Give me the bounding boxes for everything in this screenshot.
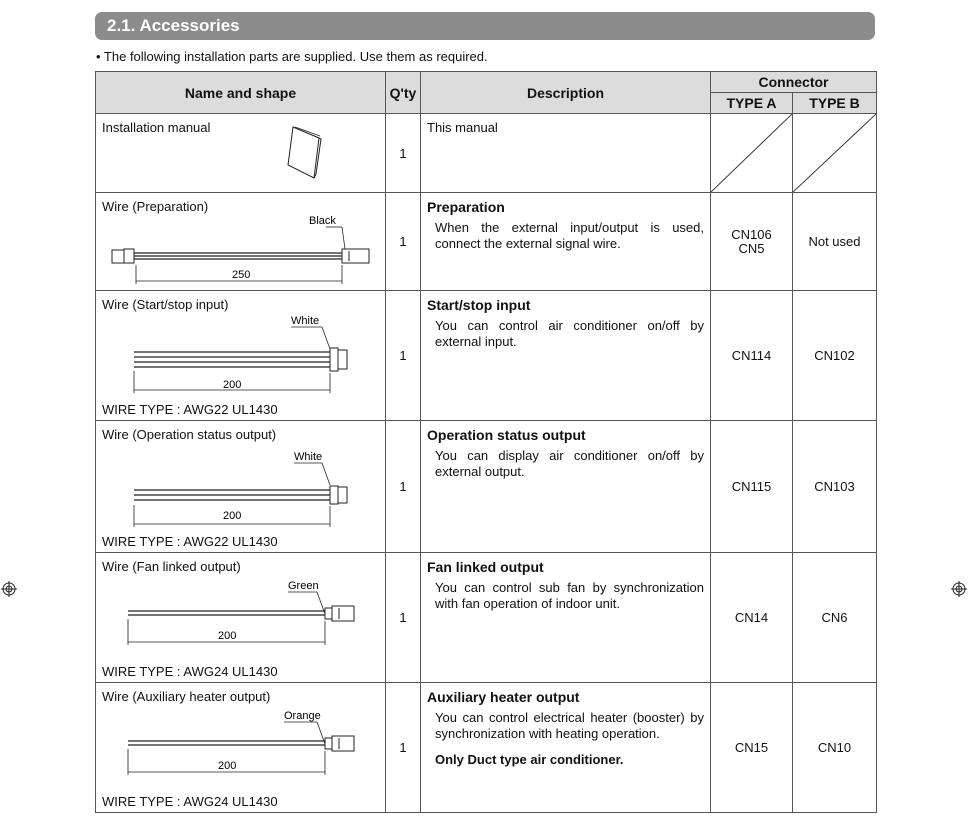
wire-type-label: WIRE TYPE : AWG24 UL1430 [102, 794, 278, 809]
type-b-cell: CN6 [793, 553, 877, 683]
wire-type-label: WIRE TYPE : AWG22 UL1430 [102, 402, 278, 417]
wire-length-label: 200 [223, 510, 242, 522]
type-b-empty-cell [793, 114, 877, 193]
type-a-cell: CN114 [711, 291, 793, 421]
table-row [96, 421, 877, 553]
header-name: Name and shape [96, 72, 386, 114]
item-name: Wire (Preparation) [102, 199, 209, 214]
type-b-cell: CN10 [793, 683, 877, 813]
wire-length-label: 250 [232, 269, 251, 281]
description-text: This manual [427, 120, 498, 135]
type-a-value: CN106 [731, 226, 772, 242]
qty-cell: 1 [386, 114, 421, 193]
wire-length-label: 200 [223, 379, 242, 391]
description-title: Auxiliary heater output [427, 689, 580, 705]
table-row [96, 193, 877, 291]
wire-color-label: Black [309, 215, 336, 227]
type-a-cell [711, 193, 793, 291]
table-row [96, 114, 877, 193]
description-cell [421, 291, 711, 421]
header-connector: Connector [711, 72, 877, 93]
item-name: Wire (Operation status output) [102, 427, 277, 442]
type-a-cell: CN15 [711, 683, 793, 813]
name-cell [96, 553, 386, 683]
description-cell [421, 553, 711, 683]
description-body: You can control electrical heater (booster) by synchronization with heating operation. [435, 710, 704, 741]
registration-mark-icon [1, 581, 17, 597]
description-note: Only Duct type air conditioner. [435, 752, 624, 767]
item-name: Wire (Start/stop input) [102, 297, 229, 312]
wire-color-label: Green [288, 580, 319, 592]
qty-cell: 1 [386, 193, 421, 291]
diagonal-line [793, 114, 876, 192]
wire-length-label: 200 [218, 760, 237, 772]
item-name: Installation manual [102, 120, 211, 135]
wire-color-label: White [291, 315, 320, 327]
intro-text: • The following installation parts are supplied. Use them as required. [96, 49, 488, 64]
description-cell [421, 683, 711, 813]
description-title: Fan linked output [427, 559, 544, 575]
description-body: You can display air conditioner on/off by external output. [435, 448, 704, 479]
description-title: Operation status output [427, 427, 586, 443]
description-cell [421, 421, 711, 553]
description-body: You can control air conditioner on/off by external input. [435, 318, 704, 349]
table-row [96, 683, 877, 813]
diagonal-line [711, 114, 792, 192]
name-cell [96, 114, 386, 193]
registration-mark-icon [951, 581, 967, 597]
name-cell [96, 193, 386, 291]
qty-cell: 1 [386, 683, 421, 813]
header-description: Description [421, 72, 711, 114]
qty-cell: 1 [386, 421, 421, 553]
wire-type-label: WIRE TYPE : AWG24 UL1430 [102, 664, 278, 679]
wire-color-label: Orange [284, 710, 321, 722]
header-type-a: TYPE A [711, 93, 793, 114]
type-a-cell: CN14 [711, 553, 793, 683]
description-title: Start/stop input [427, 297, 531, 313]
wire-drawing [96, 193, 386, 291]
qty-cell: 1 [386, 553, 421, 683]
section-title: 2.1. Accessories [95, 12, 875, 40]
manual-booklet-icon [96, 114, 386, 193]
table-row [96, 553, 877, 683]
wire-color-label: White [294, 451, 323, 463]
name-cell [96, 291, 386, 421]
item-name: Wire (Auxiliary heater output) [102, 689, 271, 704]
type-a-value-2: CN5 [738, 240, 765, 256]
header-qty: Q'ty [386, 72, 421, 114]
description-cell [421, 114, 711, 193]
description-cell [421, 193, 711, 291]
type-a-cell: CN115 [711, 421, 793, 553]
header-type-b: TYPE B [793, 93, 877, 114]
item-name: Wire (Fan linked output) [102, 559, 241, 574]
type-a-empty-cell [711, 114, 793, 193]
wire-length-label: 200 [218, 630, 237, 642]
table-row [96, 291, 877, 421]
description-body: You can control sub fan by synchronization with fan operation of indoor unit. [435, 580, 704, 611]
qty-cell: 1 [386, 291, 421, 421]
type-b-cell: CN102 [793, 291, 877, 421]
description-title: Preparation [427, 199, 505, 215]
type-b-cell: CN103 [793, 421, 877, 553]
name-cell [96, 683, 386, 813]
description-body: When the external input/output is used, connect the external signal wire. [435, 220, 704, 251]
wire-type-label: WIRE TYPE : AWG22 UL1430 [102, 534, 278, 549]
accessories-table [95, 71, 877, 813]
type-b-cell: Not used [793, 193, 877, 291]
name-cell [96, 421, 386, 553]
